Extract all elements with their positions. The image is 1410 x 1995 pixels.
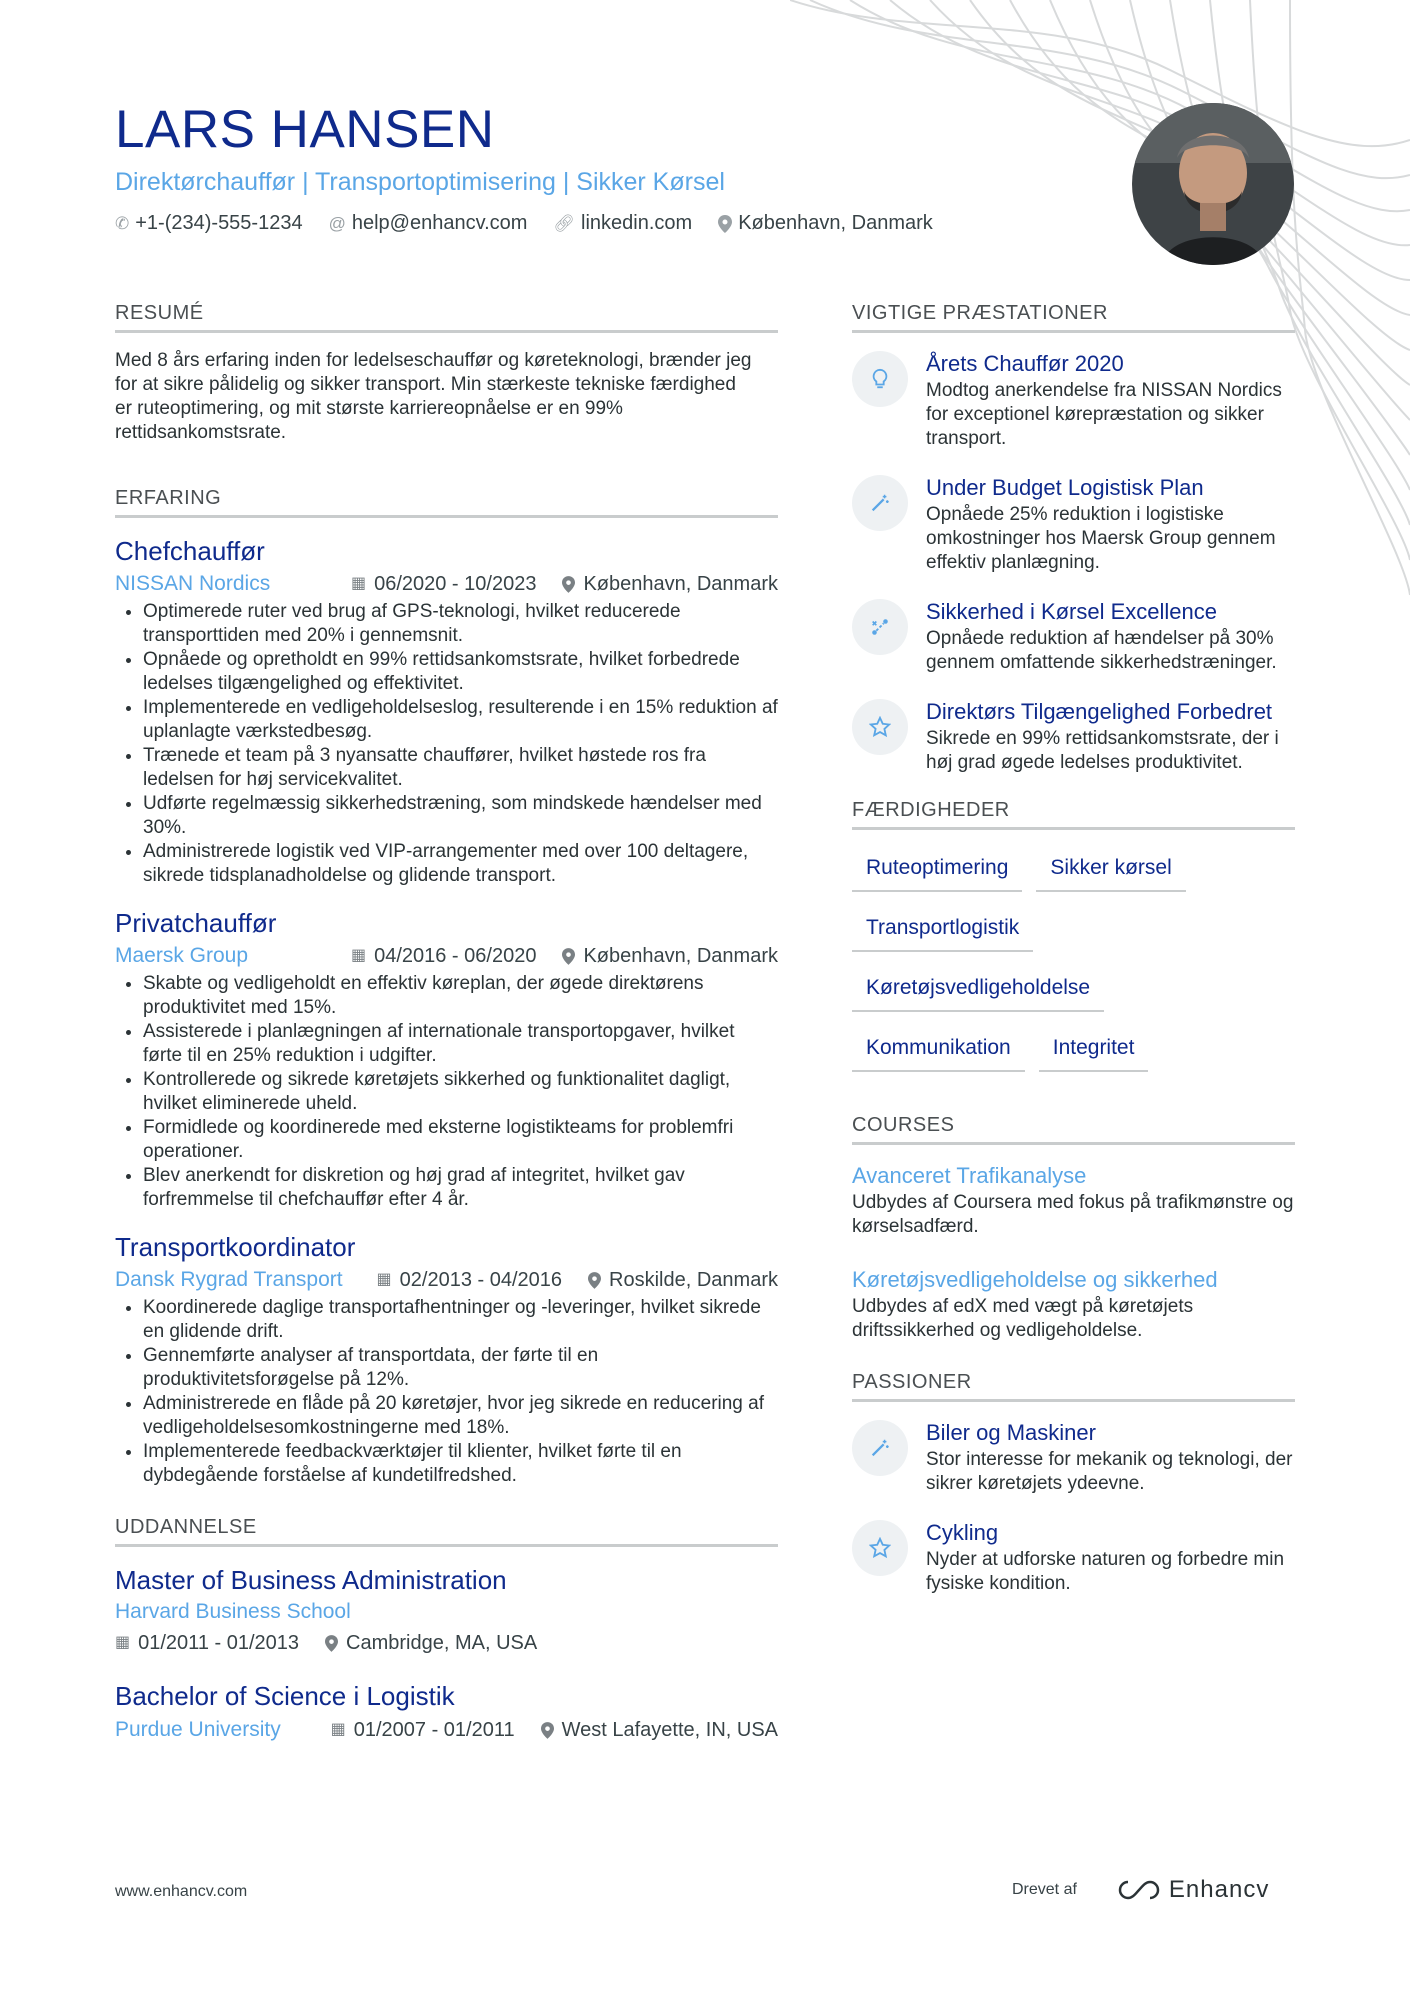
school-name[interactable]: Purdue University — [115, 1718, 281, 1741]
bullet-item: • Administrerede logistik ved VIP-arrangementer med over 100 deltagere, sikrede tidsplanadholdelse og glidende transport. — [143, 840, 778, 888]
achievement-title: Direktørs Tilgængelighed Forbedret — [926, 699, 1273, 724]
bullet-item: • Kontrollerede og sikrede køretøjets sikkerhed og funktionalitet dagligt, hvilket eliminerede uheld. — [143, 1068, 778, 1116]
education-meta — [115, 1715, 778, 1745]
location-pin-icon — [562, 948, 575, 965]
bullet-item: • Skabte og vedligeholdt en effektiv køreplan, der øgede direktørens produktivitet med 15%. — [143, 972, 778, 1020]
company-name[interactable]: NISSAN Nordics — [115, 572, 271, 595]
course-desc: Udbydes af Coursera med fokus på trafikmønstre og kørselsadfærd. — [852, 1192, 1294, 1237]
bullet-item: • Blev anerkendt for diskretion og høj grad af integritet, hvilket gav forfremmelse til chefchauffør efter 4 år. — [143, 1164, 778, 1212]
job-bullets — [115, 1296, 778, 1488]
job-entry — [115, 1230, 778, 1488]
degree-title: Bachelor of Science i Logistik — [115, 1681, 455, 1711]
magic-wand-icon — [852, 475, 908, 531]
bullet-item: • Implementerede en vedligeholdelseslog, resulterende i en 15% reduktion af uplanlagte værkstedbesøg. — [143, 696, 778, 744]
achievement-item — [852, 597, 1295, 675]
course-title[interactable]: Køretøjsvedligeholdelse og sikkerhed — [852, 1267, 1218, 1292]
job-bullets — [115, 600, 778, 888]
company-name[interactable]: Dansk Rygrad Transport — [115, 1268, 343, 1291]
star-icon — [852, 1520, 908, 1576]
contact-linkedin[interactable] — [553, 212, 692, 235]
job-title: Privatchauffør — [115, 908, 277, 938]
bullet-item: • Koordinerede daglige transportafhentninger og -leveringer, hvilket sikrede en glidende drift. — [143, 1296, 778, 1344]
job-meta — [115, 942, 778, 970]
job-dates: 06/2020 - 10/2023 — [374, 573, 537, 595]
route-icon — [852, 599, 908, 655]
bullet-item: • Assisterede i planlægningen af internationale transportopgaver, hvilket førte til en 25% reduktion i udgifter. — [143, 1020, 778, 1068]
skill-tag: Integritet — [1039, 1026, 1149, 1072]
location-pin-icon — [325, 1635, 338, 1652]
summary-heading: RESUMÉ — [115, 300, 778, 333]
candidate-headline: Direktørchauffør | Transportoptimisering | Sikker Kørsel — [115, 168, 725, 196]
contact-email[interactable] — [329, 212, 528, 235]
location-pin-icon — [541, 1722, 554, 1739]
skill-tag: Køretøjsvedligeholdelse — [852, 966, 1104, 1012]
right-column — [852, 300, 1295, 1618]
linkedin-text: linkedin.com — [581, 212, 693, 234]
skills-heading: FÆRDIGHEDER — [852, 797, 1295, 830]
education-location: Cambridge, MA, USA — [346, 1632, 538, 1654]
achievement-desc: Opnåede reduktion af hændelser på 30% gennem omfattende sikkerhedstræninger. — [926, 628, 1277, 673]
achievements-heading: VIGTIGE PRÆSTATIONER — [852, 300, 1295, 333]
contact-bar — [115, 212, 1115, 235]
skill-tag: Sikker kørsel — [1036, 846, 1185, 892]
job-title: Chefchauffør — [115, 536, 265, 566]
passion-title: Cykling — [926, 1520, 999, 1545]
company-name[interactable]: Maersk Group — [115, 944, 249, 967]
job-title: Transportkoordinator — [115, 1232, 356, 1262]
location-pin-icon — [588, 1272, 601, 1289]
skills-row — [852, 846, 1295, 892]
star-badge-icon — [852, 699, 908, 755]
passions-section — [852, 1369, 1295, 1596]
magic-wand-icon — [852, 1420, 908, 1476]
footer-website[interactable]: www.enhancv.com — [115, 1883, 248, 1900]
email-text: help@enhancv.com — [351, 212, 528, 234]
skill-tag: Transportlogistik — [852, 906, 1033, 952]
course-item — [852, 1161, 1295, 1239]
bullet-item: • Opnåede og opretholdt en 99% rettidsankomstsrate, hvilket forbedrede ledelses tilgængelighed og effektivitet. — [143, 648, 778, 696]
job-dates: 02/2013 - 04/2016 — [399, 1269, 563, 1291]
experience-section — [115, 485, 778, 1488]
calendar-icon: ▦ — [350, 575, 367, 592]
calendar-icon: ▦ — [330, 1721, 346, 1738]
achievement-item — [852, 697, 1295, 775]
achievement-item — [852, 349, 1295, 451]
school-name[interactable]: Harvard Business School — [115, 1600, 351, 1623]
courses-heading: COURSES — [852, 1112, 1295, 1145]
course-title[interactable]: Avanceret Trafikanalyse — [852, 1163, 1087, 1188]
achievement-desc: Sikrede en 99% rettidsankomstsrate, der i høj grad øgede ledelses produktivitet. — [926, 728, 1279, 773]
courses-section — [852, 1112, 1295, 1343]
experience-heading: ERFARING — [115, 485, 778, 518]
job-location: Roskilde, Danmark — [609, 1269, 778, 1291]
contact-location — [718, 212, 933, 235]
powered-by-text: Drevet af — [1012, 1881, 1077, 1898]
bullet-item: • Gennemførte analyser af transportdata, der førte til en produktivitetsforøgelse på 12%. — [143, 1344, 778, 1392]
skill-tag: Ruteoptimering — [852, 846, 1022, 892]
link-icon: 🔗︎ — [553, 213, 576, 233]
achievements-section — [852, 300, 1295, 775]
passion-desc: Nyder at udforske naturen og forbedre min fysiske kondition. — [926, 1549, 1285, 1594]
bullet-item: • Trænede et team på 3 nyansatte chauffører, hvilket høstede ros fra ledelsen for høj servicekvalitet. — [143, 744, 778, 792]
bullet-item: • Administrerede en flåde på 20 køretøjer, hvor jeg sikrede en reducering af vedligeholdelsesomkostningerne med 18%. — [143, 1392, 778, 1440]
education-location: West Lafayette, IN, USA — [561, 1719, 778, 1741]
infinity-logo-icon — [1117, 1879, 1161, 1901]
education-section — [115, 1514, 778, 1745]
calendar-icon: ▦ — [376, 1271, 392, 1288]
left-column — [115, 300, 778, 1767]
skills-row — [852, 966, 1295, 1012]
job-entry — [115, 534, 778, 888]
passion-title: Biler og Maskiner — [926, 1420, 1096, 1445]
achievement-title: Sikkerhed i Kørsel Excellence — [926, 599, 1218, 624]
brand-text: Enhancv — [1168, 1876, 1270, 1903]
job-dates: 04/2016 - 06/2020 — [374, 945, 537, 967]
education-dates: 01/2007 - 01/2011 — [353, 1719, 515, 1741]
achievement-desc: Opnåede 25% reduktion i logistiske omkostninger hos Maersk Group gennem effektiv planlægning. — [926, 504, 1276, 573]
job-bullets — [115, 972, 778, 1212]
skills-row — [852, 1026, 1295, 1072]
passion-desc: Stor interesse for mekanik og teknologi, der sikrer køretøjets ydeevne. — [926, 1449, 1293, 1494]
job-meta — [115, 1266, 778, 1294]
bullet-item: • Udførte regelmæssig sikkerhedstræning, som mindskede hændelser med 30%. — [143, 792, 778, 840]
passion-item — [852, 1518, 1295, 1596]
job-location: København, Danmark — [583, 945, 778, 967]
education-dates: 01/2011 - 01/2013 — [138, 1632, 300, 1654]
skill-tag: Kommunikation — [852, 1026, 1025, 1072]
footer-brand — [1012, 1876, 1269, 1904]
course-desc: Udbydes af edX med vægt på køretøjets driftssikkerhed og vedligeholdelse. — [852, 1296, 1194, 1341]
education-entry — [115, 1563, 778, 1657]
enhancv-logo[interactable] — [1117, 1876, 1269, 1904]
calendar-icon: ▦ — [115, 1634, 131, 1651]
location-pin-icon — [718, 215, 732, 233]
bullet-item: • Optimerede ruter ved brug af GPS-teknologi, hvilket reducerede transporttiden med 20% i gennemsnit. — [143, 600, 778, 648]
achievement-title: Under Budget Logistisk Plan — [926, 475, 1204, 500]
profile-photo — [1132, 103, 1294, 265]
lightbulb-icon — [852, 351, 908, 407]
at-icon: @ — [328, 213, 346, 233]
summary-section — [115, 300, 778, 445]
resume-header — [115, 98, 1115, 235]
achievement-title: Årets Chauffør 2020 — [926, 351, 1124, 376]
achievement-desc: Modtog anerkendelse fra NISSAN Nordics for exceptionel kørepræstation og sikker transport. — [926, 380, 1282, 449]
job-meta — [115, 570, 778, 598]
skills-section — [852, 797, 1295, 1072]
bullet-item: • Implementerede feedbackværktøjer til klienter, hvilket førte til en dybdegående forståelse af kundetilfredshed. — [143, 1440, 778, 1488]
candidate-name: LARS HANSEN — [115, 100, 495, 159]
degree-title: Master of Business Administration — [115, 1565, 507, 1595]
passion-item — [852, 1418, 1295, 1496]
location-pin-icon — [562, 576, 575, 593]
skills-row — [852, 906, 1295, 952]
bullet-item: • Formidlede og koordinerede med eksterne logistikteams for problemfri operationer. — [143, 1116, 778, 1164]
contact-phone[interactable] — [115, 212, 303, 235]
job-entry — [115, 906, 778, 1212]
summary-text: Med 8 års erfaring inden for ledelseschauffør og køreteknologi, brænder jeg for at sikre pålidelig og sikker transport. Min stærkeste tekniske færdighed er ruteoptimering, og mit største karriereopnåelse er en 99% rettidsankomstsrate. — [115, 350, 752, 443]
course-item — [852, 1265, 1295, 1343]
education-entry — [115, 1679, 778, 1745]
location-text: København, Danmark — [738, 212, 933, 234]
calendar-icon: ▦ — [350, 947, 367, 964]
phone-text: +1-(234)-555-1234 — [135, 212, 303, 234]
education-heading: UDDANNELSE — [115, 1514, 778, 1547]
passions-heading: PASSIONER — [852, 1369, 1295, 1402]
achievement-item — [852, 473, 1295, 575]
job-location: København, Danmark — [583, 573, 778, 595]
phone-icon: ✆ — [115, 213, 130, 233]
